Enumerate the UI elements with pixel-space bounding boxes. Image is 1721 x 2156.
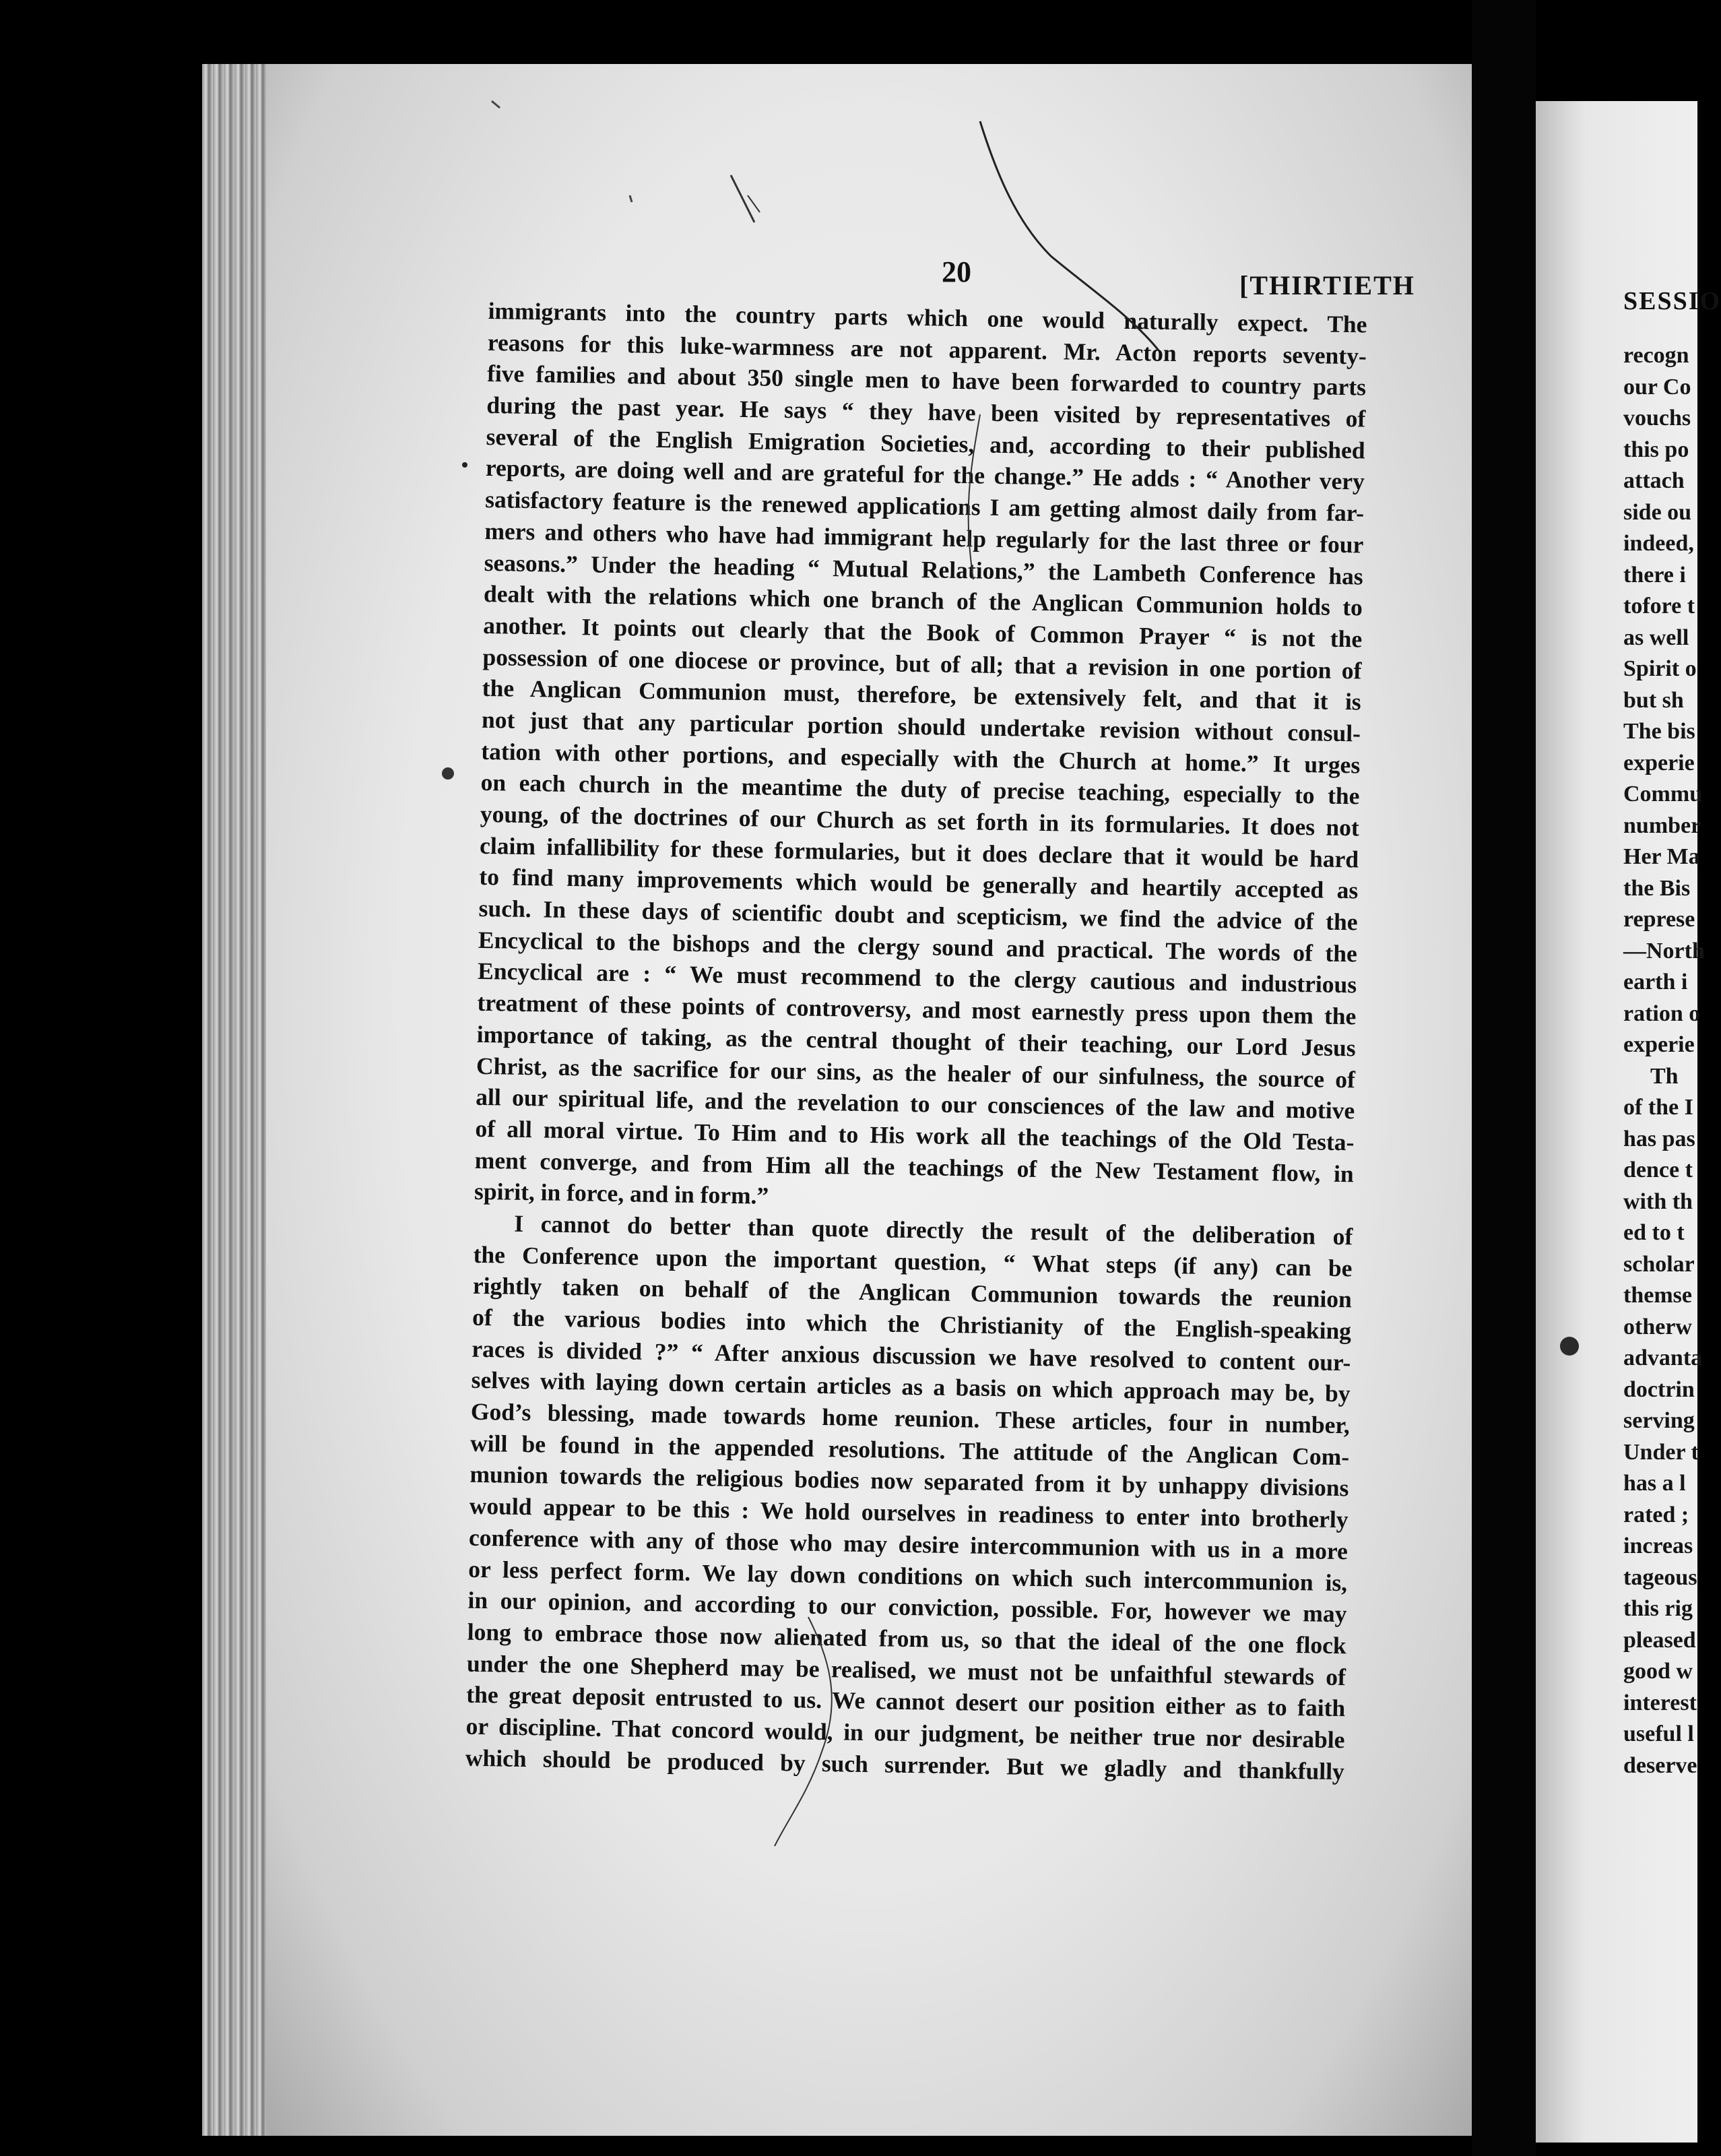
text-line: would appear to be this : We hold ourselves in readiness to enter into brotherly — [469, 1492, 1349, 1533]
right-text-fragment: Th — [1650, 1063, 1679, 1089]
right-text-fragment: useful l — [1623, 1721, 1694, 1746]
text-line: the Anglican Communion must, therefore, be extensively felt, and that it is — [482, 674, 1361, 716]
text-line: not just that any particular portion should undertake revision without consul- — [481, 705, 1361, 747]
scratch-line — [492, 101, 500, 108]
text-line: several of the English Emigration Societies, and, according to their published — [486, 422, 1365, 464]
right-text-fragment: good w — [1623, 1659, 1693, 1684]
right-text-fragment: as well — [1623, 625, 1689, 650]
text-line: Christ, as the sacrifice for our sins, as the healer of our sinfulness, the source of — [476, 1052, 1356, 1093]
text-line: dealt with the relations which one branch of the Anglican Communion holds to — [483, 580, 1363, 621]
text-line: treatment of these points of controversy, and most earnestly press upon them the — [477, 988, 1357, 1030]
right-text-fragment: number — [1623, 813, 1701, 838]
right-text-fragment: the Bis — [1623, 875, 1691, 901]
right-text-fragment: tageous — [1623, 1564, 1697, 1590]
right-text-fragment: earth i — [1623, 970, 1688, 994]
text-line: conference with any of those who may desire intercommunion with us in a more — [468, 1523, 1349, 1565]
ink-spot — [462, 462, 467, 468]
text-line: I cannot do better than quote directly the result of the deliberation of — [514, 1209, 1353, 1250]
text-line: tation with other portions, and especially with the Church at home.” It urges — [481, 737, 1361, 779]
right-text-fragment: advanta — [1623, 1345, 1703, 1370]
right-text-fragment: scholar — [1623, 1251, 1695, 1277]
text-line: selves with laying down certain articles as a basis on which approach may be, by — [471, 1366, 1351, 1407]
text-line: spirit, in force, and in form.” — [474, 1178, 769, 1209]
right-text-fragment: has pas — [1623, 1126, 1695, 1151]
text-line: munion towards the religious bodies now separated from it by unhappy divisions — [469, 1461, 1349, 1502]
text-line: seasons.” Under the heading “ Mutual Relations,” the Lambeth Conference has — [484, 548, 1363, 590]
text-line: reasons for this luke-warmness are not apparent. Mr. Acton reports seventy- — [487, 328, 1367, 370]
scratch-line — [748, 195, 760, 212]
right-text-fragment: doctrin — [1623, 1376, 1695, 1402]
right-text-fragment: recogn — [1623, 343, 1689, 368]
right-text-fragment: side ou — [1623, 499, 1692, 525]
page-number: 20 — [942, 255, 971, 288]
text-line: in our opinion, and according to our conviction, possible. For, however we may — [467, 1586, 1347, 1628]
right-text-fragment: there i — [1623, 562, 1686, 588]
text-line: reports, are doing well and are grateful for the change.” He adds : “ Another very — [485, 454, 1365, 495]
right-text-fragment: Under t — [1623, 1439, 1699, 1465]
text-line: of the various bodies into which the Christianity of the English-speaking — [472, 1303, 1352, 1345]
scratch-line — [969, 414, 980, 579]
scratch-line — [980, 121, 1159, 350]
right-text-fragment: tofore t — [1623, 594, 1695, 619]
right-text-fragment: of the I — [1623, 1095, 1693, 1120]
text-line: mers and others who have had immigrant help regularly for the last three or four — [484, 517, 1364, 559]
ink-spot — [1560, 1337, 1579, 1356]
text-line: another. It points out clearly that the Book of Common Prayer “ is not the — [482, 611, 1363, 653]
right-text-fragment: dence t — [1623, 1158, 1693, 1182]
running-head: [THIRTIETH — [1239, 270, 1415, 300]
text-line: under the one Shepherd may be realised, we must not be unfaithful stewards of — [466, 1649, 1346, 1690]
text-line: or less perfect form. We lay down conditions on which such intercommunion is, — [467, 1555, 1348, 1596]
right-text-fragment: our Co — [1623, 374, 1691, 400]
right-text-fragment: has a l — [1623, 1471, 1686, 1496]
right-text-fragment: attach — [1623, 468, 1685, 493]
right-text-fragment: represe — [1623, 907, 1695, 932]
text-line: God’s blessing, made towards home reunion. These articles, four in number, — [470, 1397, 1351, 1439]
right-text-fragment: indeed, — [1623, 531, 1694, 556]
text-line: claim infallibility for these formularies, but it does declare that it would be hard — [479, 831, 1359, 873]
text-line: of all moral virtue. To Him and to His work all the teachings of the Old Testa- — [475, 1114, 1355, 1156]
text-line: satisfactory feature is the renewed applications I am getting almost daily from far- — [484, 486, 1365, 527]
right-text-fragment: rated ; — [1623, 1502, 1689, 1527]
scratch-line — [630, 195, 632, 202]
text-line: ment converge, and from Him all the teachings of the New Testament flow, in — [474, 1146, 1354, 1187]
right-text-fragment: increas — [1623, 1533, 1693, 1558]
text-line: races is divided ?” “ After anxious discussion we have resolved to content our- — [472, 1335, 1351, 1376]
text-line: during the past year. He says “ they have been visited by representatives of — [486, 391, 1366, 433]
right-text-fragment: but sh — [1623, 687, 1684, 713]
right-text-fragment: ration o — [1623, 1001, 1701, 1026]
right-text-fragment: experie — [1623, 1032, 1695, 1057]
text-line: importance of taking, as the central thought of their teaching, our Lord Jesus — [476, 1020, 1356, 1062]
right-text-fragment: this rig — [1623, 1596, 1693, 1621]
right-text-fragment: Her Ma — [1623, 844, 1700, 869]
text-line: possession of one diocese or province, but of all; that a revision in one portion of — [482, 643, 1362, 684]
text-line: which should be produced by such surrender. But we gladly and thankfully — [465, 1744, 1345, 1785]
text-line: five families and about 350 single men to have been forwarded to country parts — [486, 360, 1367, 401]
right-text-fragment: with th — [1623, 1188, 1693, 1214]
text-line: or discipline. That concord would, in our judgment, be neither true nor desirable — [465, 1712, 1345, 1754]
right-text-fragment: ed to t — [1623, 1220, 1685, 1245]
right-text-fragment: experie — [1623, 750, 1695, 775]
text-line: all our spiritual life, and the revelation to our consciences of the law and motive — [475, 1083, 1355, 1124]
right-text-fragment: Spirit o — [1623, 656, 1697, 681]
right-text-fragment: vouchs — [1623, 406, 1691, 431]
right-text-fragment: pleased — [1623, 1627, 1696, 1653]
ink-spot — [442, 767, 454, 780]
text-line: Encyclical are : “ We must recommend to the clergy cautious and industrious — [477, 957, 1357, 998]
text-line: the great deposit entrusted to us. We cannot desert our position either as to faith — [466, 1680, 1346, 1722]
right-text-fragment: themse — [1623, 1283, 1692, 1308]
right-text-fragment: deserve — [1623, 1752, 1697, 1778]
right-text-fragment: —North — [1623, 938, 1705, 963]
text-line: young, of the doctrines of our Church as set forth in its formularies. It does not — [480, 800, 1360, 842]
text-line: immigrants into the country parts which one would naturally expect. The — [488, 296, 1367, 338]
right-text-fragment: this po — [1623, 437, 1689, 462]
right-text-fragment: The bis — [1623, 719, 1695, 744]
text-line: to find many improvements which would be generally and heartily accepted as — [479, 863, 1359, 904]
text-line: on each church in the meantime the duty of precise teaching, especially to the — [480, 769, 1360, 810]
text-line: such. In these days of scientific doubt and scepticism, we find the advice of the — [478, 894, 1358, 936]
right-running-head: SESSIO — [1623, 287, 1721, 315]
text-line: the Conference upon the important question, “ What steps (if any) can be — [473, 1240, 1353, 1281]
right-text-fragment: interest — [1623, 1690, 1697, 1715]
right-text-fragment: serving — [1623, 1408, 1695, 1433]
text-line: long to embrace those now alienated from us, so that the ideal of the one flock — [467, 1618, 1346, 1659]
text-line: will be found in the appended resolutions. The attitude of the Anglican Com- — [469, 1429, 1350, 1471]
text-line: rightly taken on behalf of the Anglican Communion towards the reunion — [472, 1272, 1353, 1313]
text-line: Encyclical to the bishops and the clergy sound and practical. The words of the — [478, 926, 1358, 968]
right-text-fragment: Commu — [1623, 782, 1703, 806]
right-text-fragment: otherw — [1623, 1314, 1692, 1339]
scratch-line — [775, 1617, 832, 1846]
